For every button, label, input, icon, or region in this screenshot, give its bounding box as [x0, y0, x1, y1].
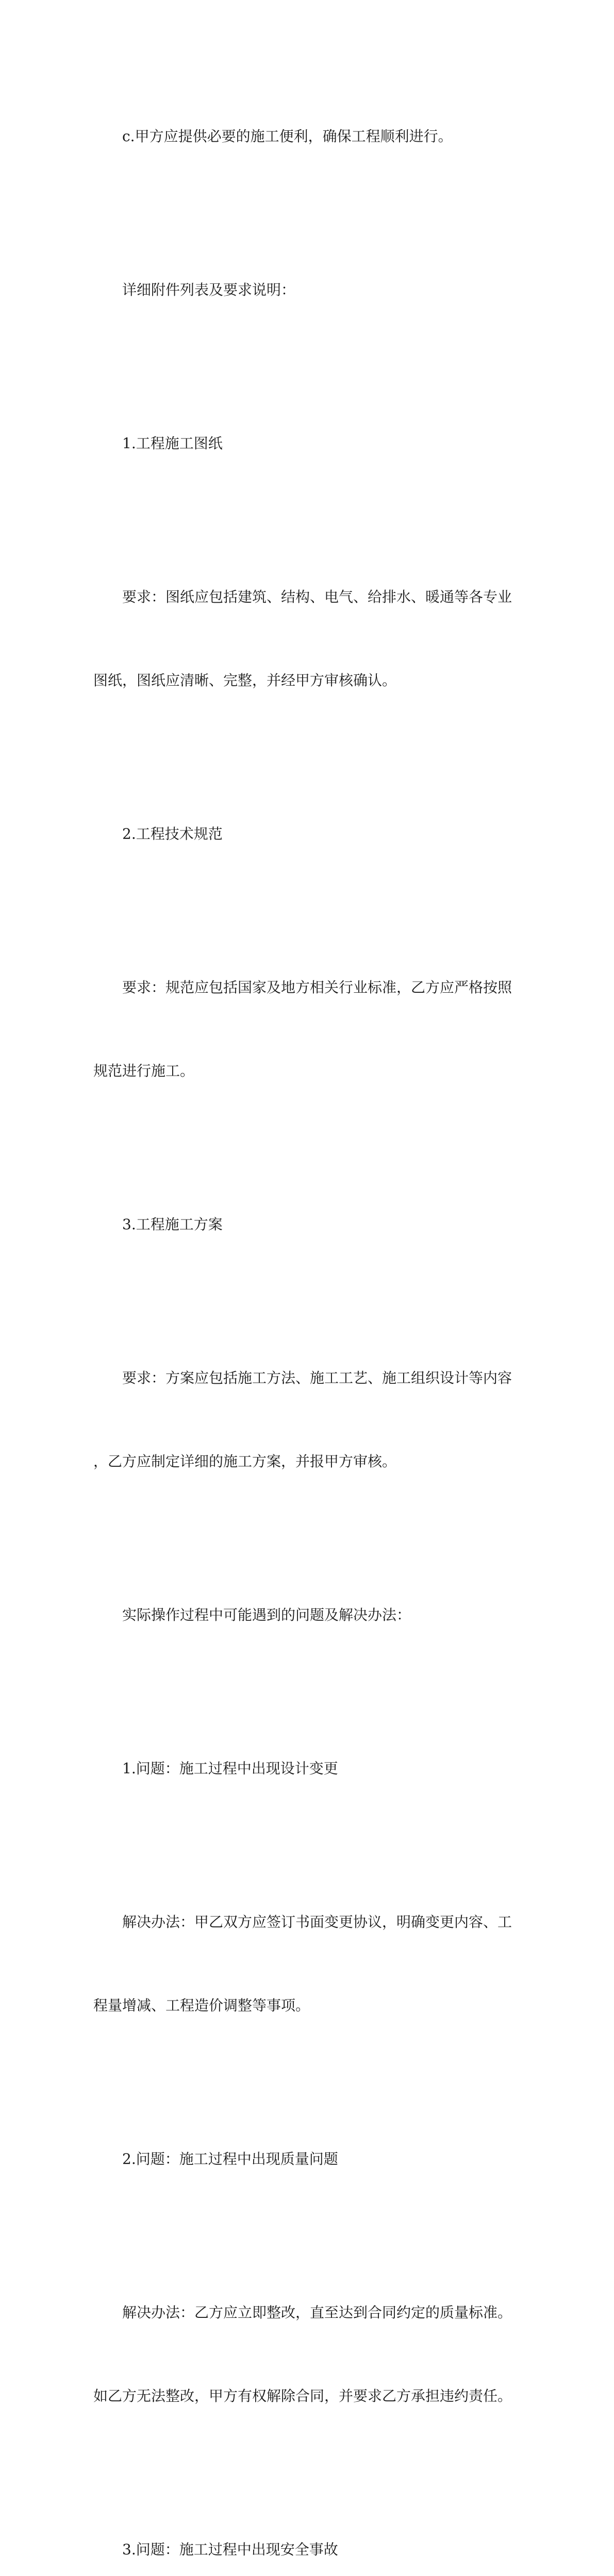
text-line: 如乙方无法整改，甲方有权解除合同，并要求乙方承担违约责任。 — [93, 2387, 512, 2404]
text-line: 规范进行施工。 — [93, 1062, 195, 1079]
paragraph-plan-requirement — [93, 1309, 521, 1531]
paragraph-drawings-requirement — [93, 528, 521, 750]
text-line: 要求：方案应包括施工方法、施工工艺、施工组织设计等内容 — [122, 1369, 512, 1386]
text-line: 1.工程施工图纸 — [122, 435, 223, 452]
text-line: 3.问题：施工过程中出现安全事故 — [122, 2541, 338, 2558]
paragraph-solution-quality — [93, 2243, 521, 2466]
text-line: 2.工程技术规范 — [122, 825, 223, 842]
paragraph-problem-quality — [93, 2090, 521, 2229]
document-page — [93, 67, 521, 2576]
paragraph-problems-heading — [93, 1546, 521, 1685]
paragraph-attachments-heading — [93, 221, 521, 360]
text-line: 解决办法：乙方应立即整改，直至达到合同约定的质量标准。 — [122, 2304, 512, 2321]
paragraph-item-drawings — [93, 374, 521, 513]
paragraph-problem-safety — [93, 2480, 521, 2576]
text-line: 要求：图纸应包括建筑、结构、电气、给排水、暖通等各专业 — [122, 588, 512, 605]
text-line: 2.问题：施工过程中出现质量问题 — [122, 2150, 338, 2167]
paragraph-problem-design-change — [93, 1699, 521, 1838]
text-line: 图纸，图纸应清晰、完整，并经甲方审核确认。 — [93, 672, 397, 689]
paragraph-solution-design-change — [93, 1853, 521, 2075]
text-line: 实际操作过程中可能遇到的问题及解决办法： — [122, 1606, 411, 1623]
paragraph-facility — [93, 67, 521, 206]
paragraph-item-plan — [93, 1155, 521, 1294]
text-line: 详细附件列表及要求说明： — [122, 281, 296, 298]
text-line: 解决办法：甲乙双方应签订书面变更协议，明确变更内容、工 — [122, 1913, 512, 1930]
text-line: 3.工程施工方案 — [122, 1216, 223, 1233]
paragraph-specs-requirement — [93, 918, 521, 1141]
text-line: c.甲方应提供必要的施工便利，确保工程顺利进行。 — [122, 128, 453, 145]
paragraph-item-specs — [93, 765, 521, 904]
text-line: 要求：规范应包括国家及地方相关行业标准，乙方应严格按照 — [122, 979, 512, 996]
text-line: 1.问题：施工过程中出现设计变更 — [122, 1760, 338, 1777]
text-line: 程量增减、工程造价调整等事项。 — [93, 1997, 310, 2014]
text-line: ，乙方应制定详细的施工方案，并报甲方审核。 — [93, 1453, 397, 1470]
